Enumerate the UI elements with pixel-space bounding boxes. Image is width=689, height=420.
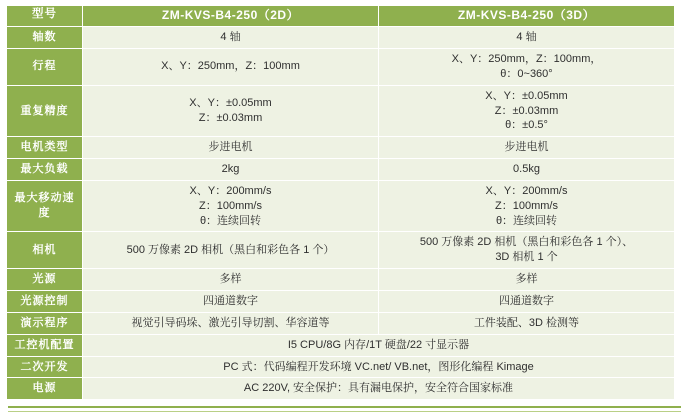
value-line: θ：连续回转 bbox=[199, 214, 262, 227]
row-value-3d bbox=[379, 232, 675, 269]
row-value-2d bbox=[83, 269, 379, 291]
row-label: 相机 bbox=[7, 232, 83, 269]
row-value-2d bbox=[83, 291, 379, 313]
value-line: 4 轴 bbox=[220, 31, 241, 44]
column-header-2d: ZM-KVS-B4-250（2D） bbox=[83, 4, 379, 27]
row-value-2d bbox=[83, 180, 379, 232]
value-line: 步进电机 bbox=[208, 141, 253, 154]
value-line: 视觉引导码垛、激光引导切割、华容道等 bbox=[131, 316, 330, 329]
row-value-2d bbox=[83, 232, 379, 269]
value-line: X、Y：200mm/s bbox=[485, 184, 568, 197]
row-value-3d bbox=[379, 85, 675, 137]
row-value-3d bbox=[379, 27, 675, 49]
table-row bbox=[7, 312, 675, 334]
row-label: 行程 bbox=[7, 49, 83, 86]
top-spacer bbox=[0, 3, 689, 6]
table-row bbox=[7, 49, 675, 86]
value-line: 500 万像素 2D 相机（黑白和彩色各 1 个） bbox=[126, 243, 335, 256]
row-value-2d bbox=[83, 159, 379, 181]
value-line: 四通道数字 bbox=[499, 295, 554, 307]
row-label: 演示程序 bbox=[7, 312, 83, 334]
row-value-3d bbox=[379, 137, 675, 159]
footer-rule-thick bbox=[8, 406, 681, 408]
value-line: 四通道数字 bbox=[203, 295, 258, 307]
value-line: 多样 bbox=[515, 273, 538, 286]
value-line: X、Y：±0.05mm bbox=[485, 89, 568, 102]
table-row-merged bbox=[7, 334, 675, 356]
value-line: θ：±0.5° bbox=[505, 119, 548, 132]
row-value-merged: PC 式：代码编程开发环境 VC.net/ VB.net，图形化编程 Kimage bbox=[83, 356, 675, 378]
table-row bbox=[7, 159, 675, 181]
table-row bbox=[7, 137, 675, 159]
row-label: 光源 bbox=[7, 269, 83, 291]
value-line: 多样 bbox=[219, 273, 242, 286]
table-row bbox=[7, 27, 675, 49]
row-label: 工控机配置 bbox=[7, 334, 83, 356]
table-row bbox=[7, 180, 675, 232]
value-line: θ：0~360° bbox=[500, 67, 553, 80]
row-label: 电机类型 bbox=[7, 137, 83, 159]
value-line: X、Y：250mm，Z：100mm bbox=[161, 60, 300, 73]
row-value-3d bbox=[379, 180, 675, 232]
column-header-model: 型号 bbox=[7, 4, 83, 27]
value-line: Z：±0.03mm bbox=[494, 104, 559, 117]
value-line: 步进电机 bbox=[504, 141, 549, 154]
value-line: X、Y：250mm，Z：100mm， bbox=[451, 53, 602, 66]
spec-sheet bbox=[0, 3, 689, 420]
value-line: Z：100mm/s bbox=[495, 199, 558, 212]
row-value-merged: I5 CPU/8G 内存/1T 硬盘/22 寸显示器 bbox=[83, 334, 675, 356]
row-value-2d bbox=[83, 137, 379, 159]
table-header-row bbox=[7, 4, 675, 27]
row-label: 光源控制 bbox=[7, 291, 83, 313]
row-label: 重复精度 bbox=[7, 85, 83, 137]
row-value-3d bbox=[379, 291, 675, 313]
value-line: 工件装配、3D 检测等 bbox=[473, 316, 580, 329]
value-line: 4 轴 bbox=[516, 31, 537, 44]
row-label: 最大移动速度 bbox=[7, 180, 83, 232]
value-line: X、Y：200mm/s bbox=[189, 184, 272, 197]
row-value-3d bbox=[379, 49, 675, 86]
row-label: 轴数 bbox=[7, 27, 83, 49]
value-line: X、Y：±0.05mm bbox=[189, 97, 272, 110]
row-label: 二次开发 bbox=[7, 356, 83, 378]
table-row bbox=[7, 269, 675, 291]
value-line: 0.5kg bbox=[513, 163, 540, 176]
value-line: 500 万像素 2D 相机（黑白和彩色各 1 个）、 bbox=[419, 236, 634, 249]
row-value-2d bbox=[83, 85, 379, 137]
row-value-3d bbox=[379, 312, 675, 334]
row-value-2d bbox=[83, 312, 379, 334]
value-line: θ：连续回转 bbox=[495, 214, 558, 227]
value-line: 3D 相机 1 个 bbox=[495, 251, 558, 264]
row-label: 电源 bbox=[7, 378, 83, 400]
row-value-3d bbox=[379, 159, 675, 181]
value-line: Z：100mm/s bbox=[199, 199, 262, 212]
row-label: 最大负载 bbox=[7, 159, 83, 181]
row-value-3d bbox=[379, 269, 675, 291]
column-header-3d: ZM-KVS-B4-250（3D） bbox=[379, 4, 675, 27]
table-row bbox=[7, 85, 675, 137]
row-value-merged: AC 220V, 安全保护：具有漏电保护，安全符合国家标准 bbox=[83, 378, 675, 400]
table-row bbox=[7, 291, 675, 313]
specification-table bbox=[6, 3, 675, 400]
footer-rule-thin bbox=[8, 411, 681, 412]
value-line: Z：±0.03mm bbox=[198, 111, 263, 124]
table-row-merged bbox=[7, 378, 675, 400]
row-value-2d bbox=[83, 27, 379, 49]
table-row-merged bbox=[7, 356, 675, 378]
value-line: 2kg bbox=[221, 163, 240, 176]
footer-rules bbox=[8, 406, 681, 412]
table-row bbox=[7, 232, 675, 269]
row-value-2d bbox=[83, 49, 379, 86]
